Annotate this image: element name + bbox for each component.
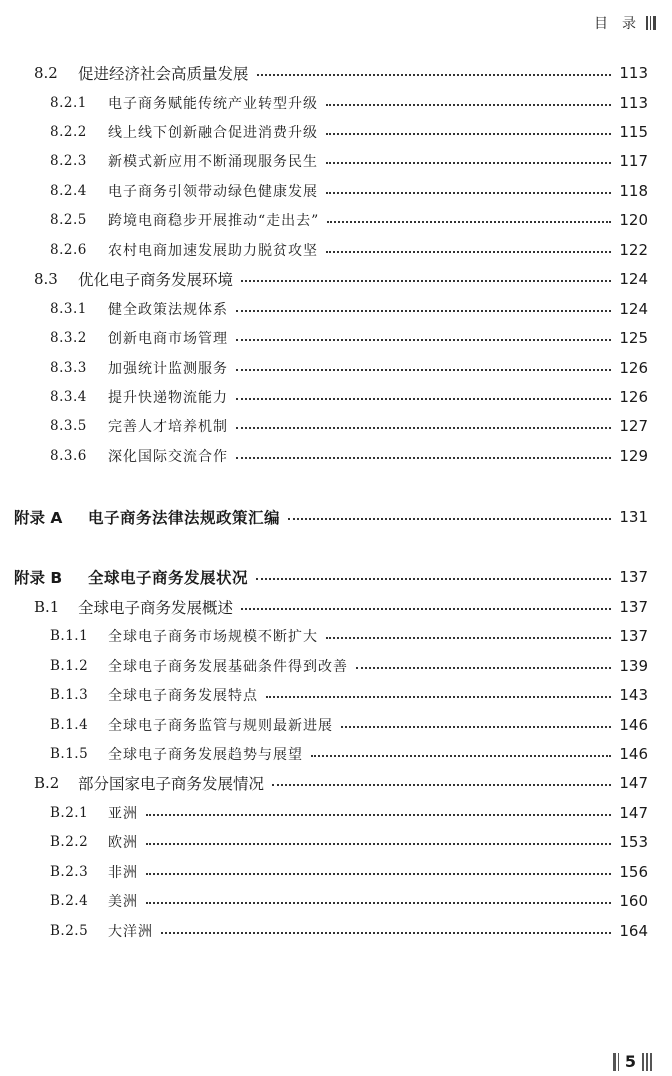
toc-entry-number: 8.3.3	[50, 360, 87, 376]
toc-entry-page: 118	[619, 182, 648, 200]
toc-entry-title: 电子商务赋能传统产业转型升级	[108, 96, 318, 112]
toc-entry-title: 全球电子商务发展状况	[88, 569, 249, 587]
toc-dot-leader	[266, 696, 611, 698]
toc-entry-title: 加强统计监测服务	[108, 361, 228, 377]
toc-entry-number: 8.2.5	[50, 212, 87, 228]
toc-entry-page: 129	[619, 447, 648, 465]
toc-entry-page: 156	[619, 863, 648, 881]
toc-entry-number: 8.3.6	[50, 448, 87, 464]
toc-entry-number: B.1.1	[50, 628, 89, 644]
toc-entry[interactable]	[34, 62, 648, 84]
toc-entry[interactable]	[50, 655, 648, 677]
toc-dot-leader	[288, 518, 611, 520]
toc-dot-leader	[326, 192, 611, 194]
toc-dot-leader	[146, 873, 611, 875]
toc-entry-title: 全球电子商务发展基础条件得到改善	[108, 659, 348, 675]
toc-entry-title: 农村电商加速发展助力脱贫攻坚	[108, 243, 318, 259]
toc-dot-leader	[161, 932, 611, 934]
toc-entry[interactable]	[50, 121, 648, 143]
toc-entry[interactable]	[50, 357, 648, 379]
toc-dot-leader	[272, 784, 611, 786]
toc-entry-number: 8.3	[34, 270, 58, 288]
toc-entry-title: 大洋洲	[108, 924, 153, 940]
toc-entry-title: 深化国际交流合作	[108, 449, 228, 465]
toc-entry-number: 8.2.6	[50, 242, 87, 258]
toc-entry-number: B.2.2	[50, 834, 89, 850]
toc-dot-leader	[356, 667, 611, 669]
toc-entry-number: 8.2.1	[50, 95, 87, 111]
footer-bars-ornament-right	[642, 1053, 652, 1071]
toc-entry-page: 124	[619, 270, 648, 288]
toc-entry-number: B.1.5	[50, 746, 89, 762]
toc-dot-leader	[236, 339, 611, 341]
toc-dot-leader	[341, 726, 611, 728]
toc-entry-title: 跨境电商稳步开展推动“走出去”	[108, 213, 320, 229]
toc-entry-page: 127	[619, 417, 648, 435]
toc-entry-number: B.2.1	[50, 805, 89, 821]
toc-entry-title: 美洲	[108, 894, 138, 910]
toc-entry-page: 139	[619, 657, 648, 675]
toc-dot-leader	[326, 251, 611, 253]
footer-bars-ornament	[613, 1053, 619, 1071]
toc-entry-title: 提升快递物流能力	[108, 390, 228, 406]
toc-entry-title: 全球电子商务发展特点	[108, 688, 258, 704]
toc-entry[interactable]	[50, 327, 648, 349]
toc-entry-title: 完善人才培养机制	[108, 419, 228, 435]
toc-entry-title: 电子商务法律法规政策汇编	[88, 509, 281, 527]
toc-entry-number: B.1.4	[50, 717, 89, 733]
toc-entry-page: 122	[619, 241, 648, 259]
toc-entry[interactable]	[50, 180, 648, 202]
toc-entry-number: B.2.3	[50, 864, 89, 880]
toc-entry-page: 164	[619, 922, 648, 940]
toc-entry[interactable]	[50, 743, 648, 765]
toc-entry-page: 143	[619, 686, 648, 704]
toc-entry-number: 8.2.2	[50, 124, 87, 140]
header-label: 目 录	[594, 16, 636, 32]
toc-entry-page: 137	[619, 598, 648, 616]
toc-dot-leader	[236, 310, 611, 312]
toc-entry-page: 113	[619, 94, 648, 112]
toc-dot-leader	[326, 637, 611, 639]
toc-entry-page: 137	[619, 568, 648, 586]
toc-entry-page: 146	[619, 745, 648, 763]
toc-entry[interactable]	[50, 831, 648, 853]
toc-entry-number: B.1.3	[50, 687, 89, 703]
toc-entry-number: 8.2.4	[50, 183, 87, 199]
toc-entry-title: 线上线下创新融合促进消费升级	[108, 125, 318, 141]
toc-entry-page: 115	[619, 123, 648, 141]
toc-dot-leader	[146, 902, 611, 904]
toc-entry[interactable]	[50, 415, 648, 437]
toc-entry[interactable]	[50, 920, 648, 942]
toc-entry[interactable]	[14, 566, 648, 588]
toc-dot-leader	[236, 427, 611, 429]
toc-entry-title: 健全政策法规体系	[108, 302, 228, 318]
toc-entry-number: B.1	[34, 598, 60, 616]
toc-entry-page: 146	[619, 716, 648, 734]
toc-entry-title: 优化电子商务发展环境	[78, 271, 234, 289]
toc-entry-number: 附录 B	[14, 569, 63, 587]
toc-dot-leader	[257, 74, 612, 76]
toc-entry-number: 8.3.4	[50, 389, 87, 405]
toc-dot-leader	[256, 578, 611, 580]
toc-entry-number: 8.3.5	[50, 418, 87, 434]
page-footer	[613, 1052, 652, 1071]
toc-entry-page: 126	[619, 359, 648, 377]
toc-entry-title: 全球电子商务市场规模不断扩大	[108, 629, 318, 645]
toc-entry[interactable]	[50, 209, 648, 231]
toc-dot-leader	[327, 221, 611, 223]
toc-entry-page: 125	[619, 329, 648, 347]
toc-entry-title: 全球电子商务监管与规则最新进展	[108, 718, 333, 734]
toc-entry-page: 147	[619, 774, 648, 792]
toc-entry-title: 亚洲	[108, 806, 138, 822]
toc-dot-leader	[326, 162, 611, 164]
toc-entry[interactable]	[50, 714, 648, 736]
toc-entry-page: 126	[619, 388, 648, 406]
toc-entry-title: 全球电子商务发展概述	[78, 599, 234, 617]
toc-entry[interactable]	[34, 772, 648, 794]
toc-dot-leader	[241, 280, 611, 282]
toc-dot-leader	[241, 608, 611, 610]
toc-entry-number: B.2	[34, 774, 60, 792]
toc-entry-title: 非洲	[108, 865, 138, 881]
toc-entry[interactable]	[50, 150, 648, 172]
toc-entry[interactable]	[50, 298, 648, 320]
toc-entry-page: 160	[619, 892, 648, 910]
toc-entry-title: 全球电子商务发展趋势与展望	[108, 747, 303, 763]
toc-dot-leader	[326, 104, 611, 106]
toc-entry[interactable]	[50, 890, 648, 912]
toc-dot-leader	[236, 398, 611, 400]
toc-entry-number: 附录 A	[14, 509, 63, 527]
toc-entry[interactable]	[50, 386, 648, 408]
toc-entry-title: 欧洲	[108, 835, 138, 851]
page-number: 5	[624, 1052, 636, 1071]
toc-entry-number: B.1.2	[50, 658, 89, 674]
toc-dot-leader	[146, 814, 611, 816]
toc-entry[interactable]	[14, 506, 648, 528]
toc-entry-page: 147	[619, 804, 648, 822]
toc-entry-page: 113	[619, 64, 648, 82]
toc-entry-page: 124	[619, 300, 648, 318]
toc-entry-page: 153	[619, 833, 648, 851]
toc-entry-title: 促进经济社会高质量发展	[78, 65, 249, 83]
toc-dot-leader	[326, 133, 611, 135]
toc-entry[interactable]	[50, 802, 648, 824]
toc-entry[interactable]	[34, 596, 648, 618]
toc-dot-leader	[236, 457, 611, 459]
toc-entry-page: 117	[619, 152, 648, 170]
toc-dot-leader	[236, 369, 611, 371]
toc-entry-number: 8.2	[34, 64, 58, 82]
toc-entry-number: 8.2.3	[50, 153, 87, 169]
toc-entry-number: 8.3.2	[50, 330, 87, 346]
toc-entry-number: B.2.4	[50, 893, 89, 909]
toc-entry-number: B.2.5	[50, 923, 89, 939]
toc-entry[interactable]	[50, 239, 648, 261]
toc-entry-page: 137	[619, 627, 648, 645]
toc-entry-title: 新模式新应用不断涌现服务民生	[108, 154, 318, 170]
toc-entry[interactable]	[50, 625, 648, 647]
toc-entry[interactable]	[50, 861, 648, 883]
toc-entry-page: 120	[619, 211, 648, 229]
toc-entry-title: 部分国家电子商务发展情况	[78, 775, 265, 793]
toc-dot-leader	[146, 843, 611, 845]
toc-entry-title: 创新电商市场管理	[108, 331, 228, 347]
toc-entry-page: 131	[619, 508, 648, 526]
toc-entry[interactable]	[50, 684, 648, 706]
toc-entry-title: 电子商务引领带动绿色健康发展	[108, 184, 318, 200]
toc-entry[interactable]	[50, 92, 648, 114]
toc-dot-leader	[311, 755, 611, 757]
toc-entry[interactable]	[50, 445, 648, 467]
toc-entry[interactable]	[34, 268, 648, 290]
toc-entry-number: 8.3.1	[50, 301, 87, 317]
